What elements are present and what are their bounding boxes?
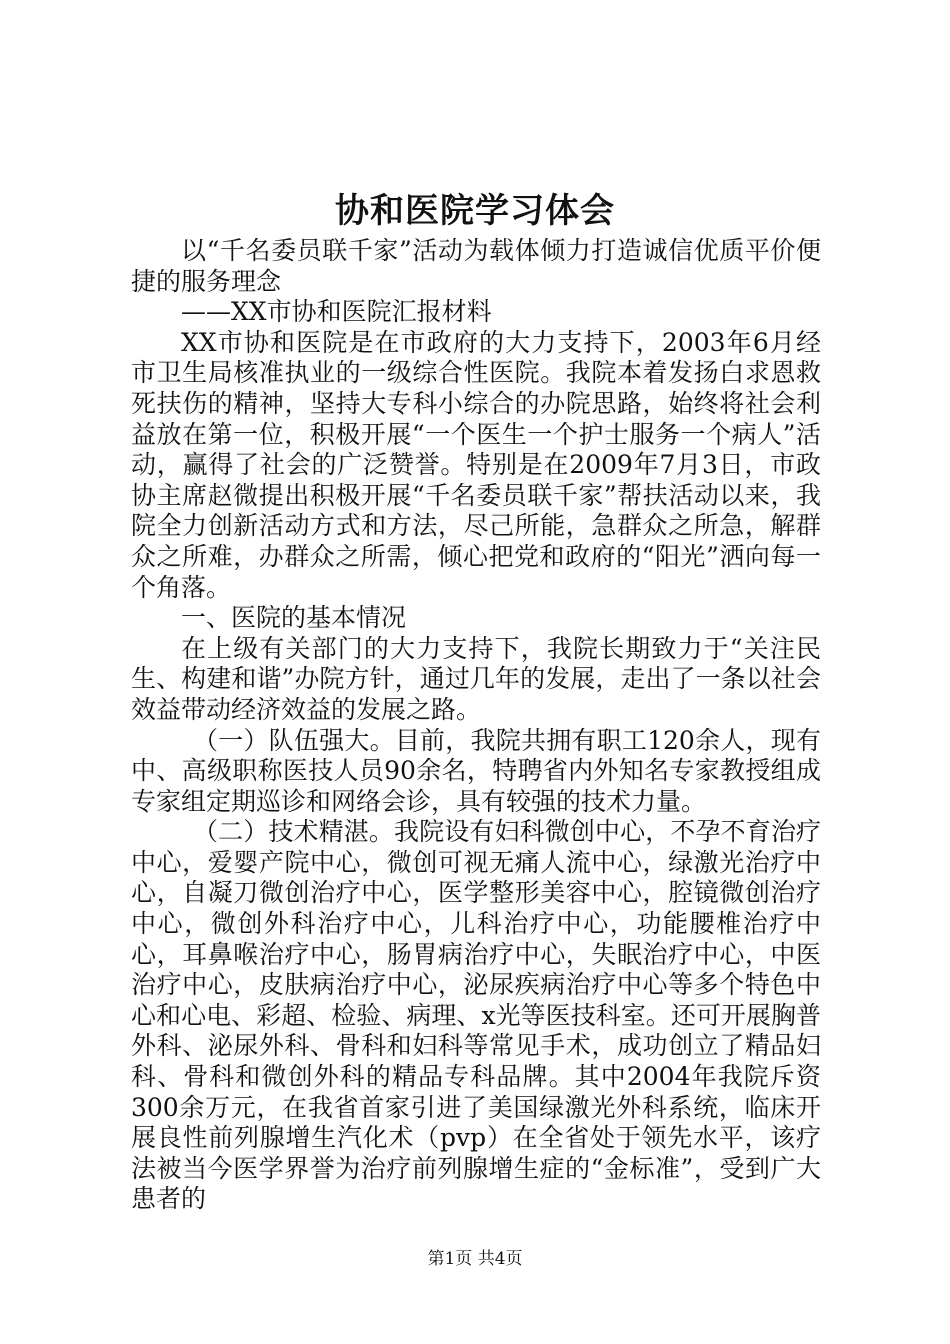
paragraph-intro: XX市协和医院是在市政府的大力支持下，2003年6月经市卫生局核准执业的一级综合性医院。我院本着发扬白求恩救死扶伤的精神，坚持大专科小综合的办院思路，始终将社会利益放在第一位，积极开展“一个医生一个护士服务一个病人”活动，赢得了社会的广泛赞誉。特别是在2009年7月3日，市政协主席赵微提出积极开展“千名委员联千家”帮扶活动以来，我院全力创新活动方式和方法，尽己所能，急群众之所急，解群众之所难，办群众之所需，倾心把党和政府的“阳光”洒向每一个角落。: [131, 327, 821, 602]
paragraph-subtitle: 以“千名委员联千家”活动为载体倾力打造诚信优质平价便捷的服务理念: [131, 236, 821, 296]
page-indicator: 第1页 共4页: [427, 1249, 523, 1269]
document-body: [131, 236, 821, 1215]
section-heading-basic-info: 一、医院的基本情况: [181, 603, 407, 633]
document-title: 协和医院学习体会: [335, 191, 615, 231]
paragraph-technology: （二）技术精湛。我院设有妇科微创中心，不孕不育治疗中心，爱婴产院中心，微创可视无痛人流中心，绿激光治疗中心，自凝刀微创治疗中心，医学整形美容中心，腔镜微创治疗中心，微创外科治疗中心，儿科治疗中心，功能腰椎治疗中心，耳鼻喉治疗中心，肠胃病治疗中心，失眠治疗中心，中医治疗中心，皮肤病治疗中心，泌尿疾病治疗中心等多个特色中心和心电、彩超、检验、病理、x光等医技科室。还可开展胸普外科、泌尿外科、骨科和妇科等常见手术，成功创立了精品妇科、骨科和微创外科的精品专科品牌。其中2004年我院斥资300余万元，在我省首家引进了美国绿激光外科系统，临床开展良性前列腺增生汽化术（pvp）在全省处于领先水平，该疗法被当今医学界誉为治疗前列腺增生症的“金标准”，受到广大患者的: [131, 817, 821, 1214]
paragraph-report-source: ——XX市协和医院汇报材料: [181, 297, 492, 327]
paragraph-team: （一）队伍强大。目前，我院共拥有职工120余人，现有中、高级职称医技人员90余名，特聘省内外知名专家教授组成专家组定期巡诊和网络会诊，具有较强的技术力量。: [131, 725, 821, 816]
paragraph-development: 在上级有关部门的大力支持下，我院长期致力于“关注民生、构建和谐”办院方针，通过几年的发展，走出了一条以社会效益带动经济效益的发展之路。: [131, 633, 821, 724]
